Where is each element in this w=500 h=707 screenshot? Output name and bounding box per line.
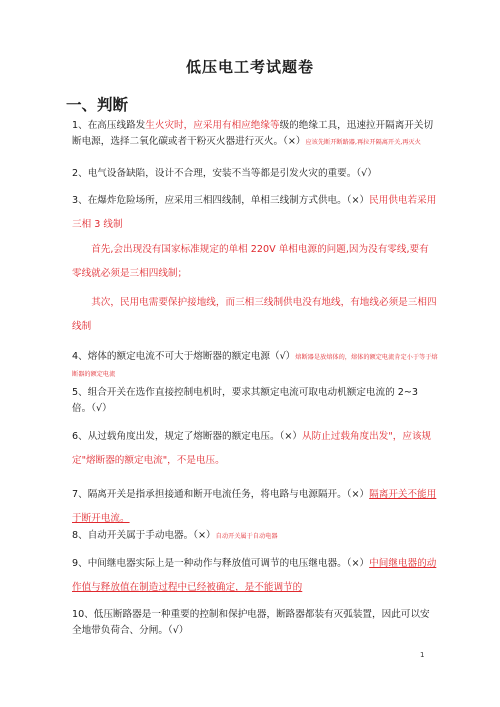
q1-text-start: 1、在高压线路发 xyxy=(72,120,146,131)
question-7 xyxy=(72,483,438,531)
q3-annotation: 民用供电若采用三相 3 线制 xyxy=(72,195,437,230)
question-9 xyxy=(72,552,438,600)
q8-annotation: 自动开关属于自动电器 xyxy=(215,533,278,540)
explanation-paragraph-2: 其次，民用电需要保护接地线，而三相三线制供电没有地线，有地线必须是三相四线制 xyxy=(72,297,437,332)
section-heading: 一、判断 xyxy=(66,96,129,114)
q7-annotation: 隔离开关不能用于断开电流。 xyxy=(72,489,437,524)
q9-text: 9、中间继电器实际上是一种动作与释放值可调节的电压继电器。（×） xyxy=(72,558,370,569)
page-number: 1 xyxy=(420,651,425,659)
q3-text: 3、在爆炸危险场所，应采用三相四线制，单相三线制方式供电。（×） xyxy=(72,195,370,206)
question-2: 2、电气设备缺陷，设计不合理，安装不当等都是引发火灾的重要。（√） xyxy=(72,168,377,179)
q8-text: 8、自动开关属于手动电器。（×） xyxy=(72,530,216,541)
q1-text-end: 级的绝缘工具，迅速拉开隔离开关切断电源，选择二氧化碳或者干粉灭火器进行灭火。（×） xyxy=(72,120,434,147)
question-1 xyxy=(72,118,438,150)
q9-annotation: 中间继电器的动作值与释放值在制造过程中已经被确定，是不能调节的 xyxy=(72,558,437,593)
q1-annotation: 应该先断开断路器,再拉开隔离开关,再灭火 xyxy=(305,138,421,146)
q6-text: 6、从过载角度出发，规定了熔断器的额定电压。（×） xyxy=(72,431,302,442)
question-4 xyxy=(72,349,438,382)
q4-text: 4、熔体的额定电流不可大于熔断器的额定电源（√） xyxy=(72,351,296,362)
question-6 xyxy=(72,425,438,473)
q6-annotation: 从防止过载角度出发"，应该规定"熔断器的额定电流"，不是电压。 xyxy=(72,431,432,466)
q4-annotation: 熔断器是放熔体的，熔体的额定电流肯定小于等于熔断器的额定电流 xyxy=(72,354,438,378)
q1-highlight: 生火灾时，应采用有相应绝缘等 xyxy=(145,120,280,131)
question-8 xyxy=(72,528,438,545)
page-title: 低压电工考试题卷 xyxy=(185,58,314,76)
question-3 xyxy=(72,189,438,237)
question-5: 5、组合开关在选作直接控制电机时，要求其额定电流可取电动机额定电流的 2~3 倍。（√） xyxy=(72,387,418,414)
explanation-paragraph-1: 首先,会出现没有国家标准规定的单相 220V 单相电源的问题,因为没有零线,要有零线就必须是三相四线制； xyxy=(72,244,429,279)
q7-text: 7、隔离开关是指承担接通和断开电流任务，将电路与电源隔开。（×） xyxy=(72,489,370,500)
question-10: 10、低压断路器是一种重要的控制和保护电器，断路器都装有灭弧装置，因此可以安全地带负荷合、分闸。（√） xyxy=(72,609,430,636)
